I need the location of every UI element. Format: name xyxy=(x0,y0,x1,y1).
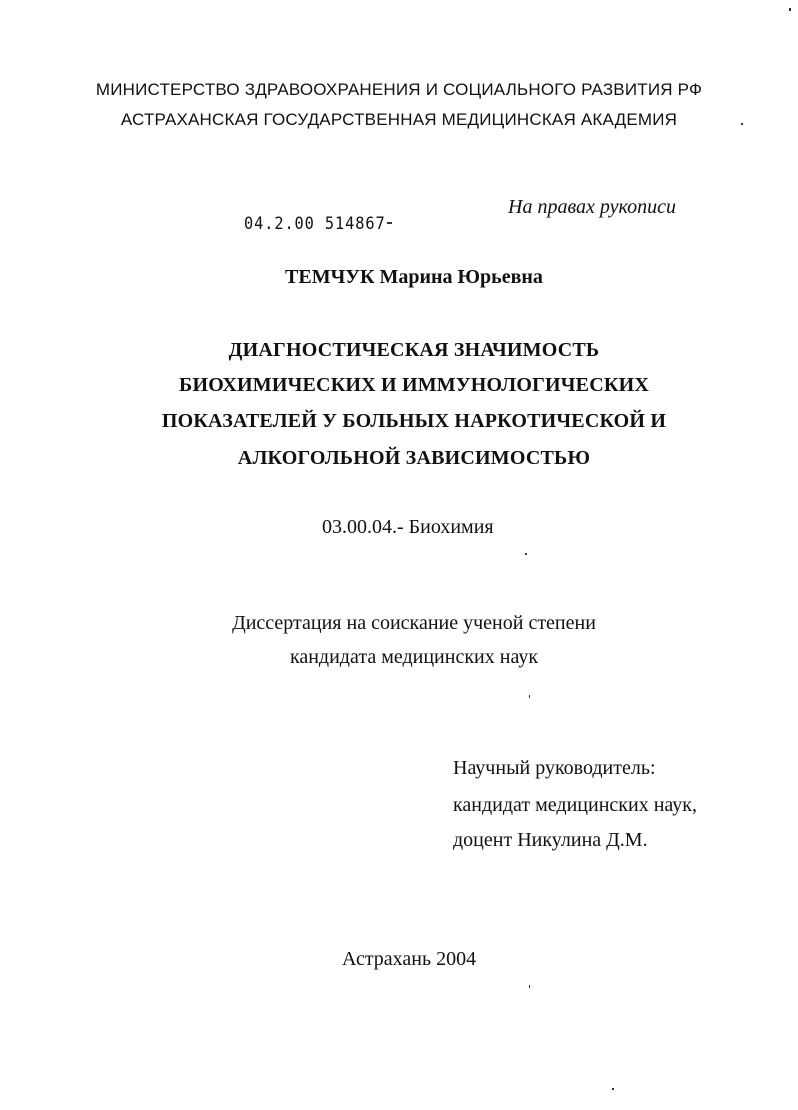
supervisor-name: доцент Никулина Д.М. xyxy=(453,829,648,851)
specialty-code: 03.00.04.- Биохимия xyxy=(322,516,494,538)
ministry-name: МИНИСТЕРСТВО ЗДРАВООХРАНЕНИЯ И СОЦИАЛЬНОГО РАЗВИТИЯ РФ xyxy=(95,80,703,99)
manuscript-note: На правах рукописи xyxy=(508,196,676,218)
scan-speck xyxy=(612,1088,614,1090)
dissertation-title-line: АЛКОГОЛЬНОЙ ЗАВИСИМОСТЬЮ xyxy=(237,447,591,469)
scan-speck xyxy=(387,222,392,224)
dissertation-title-line: ДИАГНОСТИЧЕСКАЯ ЗНАЧИМОСТЬ xyxy=(228,339,600,361)
city-and-year: Астрахань 2004 xyxy=(342,948,477,970)
supervisor-degree: кандидат медицинских наук, xyxy=(453,794,697,816)
scan-speck xyxy=(789,8,791,11)
degree-statement-line: кандидата медицинских наук xyxy=(289,646,539,668)
academy-name: АСТРАХАНСКАЯ ГОСУДАРСТВЕННАЯ МЕДИЦИНСКАЯ АКАДЕМИЯ xyxy=(120,110,678,129)
scan-speck xyxy=(525,553,527,555)
scan-speck xyxy=(529,695,530,698)
supervisor-heading: Научный руководитель: xyxy=(453,757,656,779)
scan-speck xyxy=(529,985,530,988)
registry-stamp-number: 04.2.00 514867 xyxy=(244,214,386,234)
degree-statement-line: Диссертация на соискание ученой степени xyxy=(232,612,596,634)
author-name: ТЕМЧУК Марина Юрьевна xyxy=(285,266,543,288)
scan-speck xyxy=(741,123,743,125)
dissertation-title-line: БИОХИМИЧЕСКИХ И ИММУНОЛОГИЧЕСКИХ xyxy=(179,374,649,396)
dissertation-title-line: ПОКАЗАТЕЛЕЙ У БОЛЬНЫХ НАРКОТИЧЕСКОЙ И xyxy=(161,410,667,432)
